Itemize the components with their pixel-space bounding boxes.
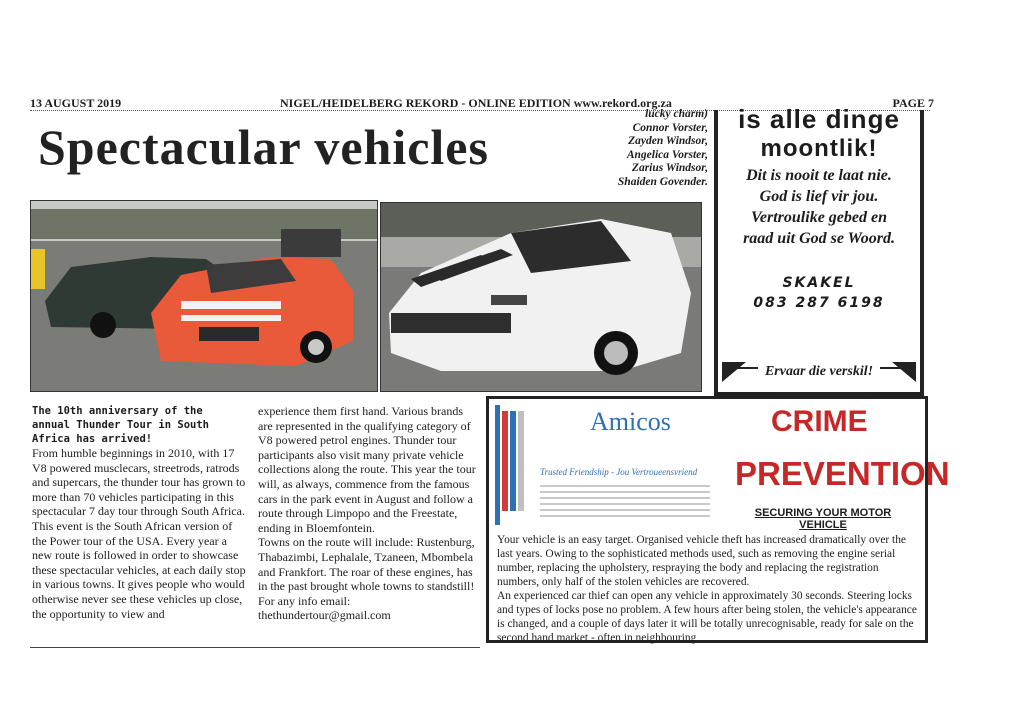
article-lead: The 10th anniversary of the annual Thunder Tour in South Africa has arrived! bbox=[32, 405, 210, 445]
crime-prevention-advert bbox=[486, 396, 950, 644]
issue-date: 13 AUGUST 2019 bbox=[30, 96, 122, 110]
article-paragraph: experience them first hand. Various brands are represented in the qualifying category of V8 powered petrol engines. Thunder tour participants also visit many private vehicle collections along the route. This year the tour will, as always, commence from the famous cars in the park event in August and follow a route through Limpopo and the Freestate, ending in Bloemfontein. bbox=[258, 404, 476, 535]
flag-stripes-icon bbox=[502, 411, 532, 511]
verse-line: God is lief vir jou. bbox=[759, 188, 879, 205]
names-line: Angelica Vorster, bbox=[626, 148, 708, 161]
article-column-2 bbox=[258, 404, 476, 623]
amicos-logo-block bbox=[495, 405, 719, 525]
names-line: Connor Vorster, bbox=[632, 121, 708, 134]
masthead: NIGEL/HEIDELBERG REKORD - ONLINE EDITION www.rekord.org.za bbox=[280, 96, 672, 110]
verse-line: Vertroulike gebed en bbox=[751, 209, 887, 226]
names-line: lucky charm) bbox=[645, 108, 708, 120]
advert-line: moontlik! bbox=[760, 135, 878, 162]
advert-body bbox=[497, 533, 923, 645]
advert-tagline: Ervaar die verskil! bbox=[764, 364, 874, 379]
advert-paragraph: An experienced car thief can open any vehicle in approximately 30 seconds. Steering locks and types of locks pose no problem. A few hours after being stolen, the vehicle's appearance is changed, and a couple of days later it will be totally unrecognisable, ready for sale on the second hand market - often in neighbouring bbox=[497, 590, 917, 644]
article-headline: Spectacular vehicles bbox=[38, 119, 489, 175]
column-rule bbox=[30, 647, 480, 648]
prayer-advert bbox=[714, 104, 924, 396]
car-photo-left bbox=[30, 200, 378, 392]
names-line: Shaiden Govender. bbox=[617, 175, 708, 188]
prevention-title: PREVENTION bbox=[735, 455, 950, 492]
verse-line: raad uit God se Woord. bbox=[743, 230, 895, 247]
call-label: SKAKEL bbox=[782, 275, 856, 291]
article-paragraph: This event is the South African version of the Power tour of the USA. Every year a new route is followed in order to showcase these spectacular vehicles, at each daily stop in various towns. It gives people who would otherwise never see these vehicles up close, the opportunity to view and bbox=[32, 518, 246, 621]
page-number: PAGE 7 bbox=[892, 96, 934, 110]
verse-line: Dit is nooit te laat nie. bbox=[746, 167, 892, 184]
car-photo-right bbox=[380, 202, 702, 392]
phone-number: 083 287 6198 bbox=[753, 295, 885, 311]
amicos-fineprint bbox=[540, 481, 710, 517]
article-paragraph: From humble beginnings in 2010, with 17 V8 powered musclecars, streetrods, ratrods and supercars, the thunder tour has grown to more than 70 vehicles participating in this spectacular 7 day tour through South Africa. bbox=[32, 446, 246, 519]
names-line: Zarius Windsor, bbox=[631, 162, 708, 174]
advert-paragraph: Your vehicle is an easy target. Organised vehicle theft has increased dramatically over the last years. Owing to the sophisticated methods used, such as removing the engine serial number, replacing the upholstery, respraying the body and replacing the registration numbers, only half of the stolen vehicles are recovered. bbox=[497, 534, 906, 588]
amicos-subline: Trusted Friendship - Jou Vertroueensvriend bbox=[540, 467, 698, 477]
article-paragraph: Towns on the route will include: Rustenburg, Thabazimbi, Lephalale, Tzaneen, Mbombela and Frankfort. The roar of these engines, has in the past brought whole towns to standstill! For any info email: thethundertour@gmail.com bbox=[258, 535, 475, 623]
advert-tagline-bar bbox=[718, 354, 920, 392]
crime-title: CRIME bbox=[771, 405, 868, 438]
advert-line: is alle dinge bbox=[738, 104, 900, 134]
article-column-1 bbox=[32, 404, 246, 621]
advert-subtitle: SECURING YOUR MOTOR VEHICLE bbox=[754, 507, 892, 531]
names-list bbox=[596, 108, 708, 189]
advert-verse bbox=[718, 165, 920, 249]
names-line: Zayden Windsor, bbox=[628, 135, 708, 147]
amicos-logo-text: Amicos bbox=[590, 407, 671, 436]
